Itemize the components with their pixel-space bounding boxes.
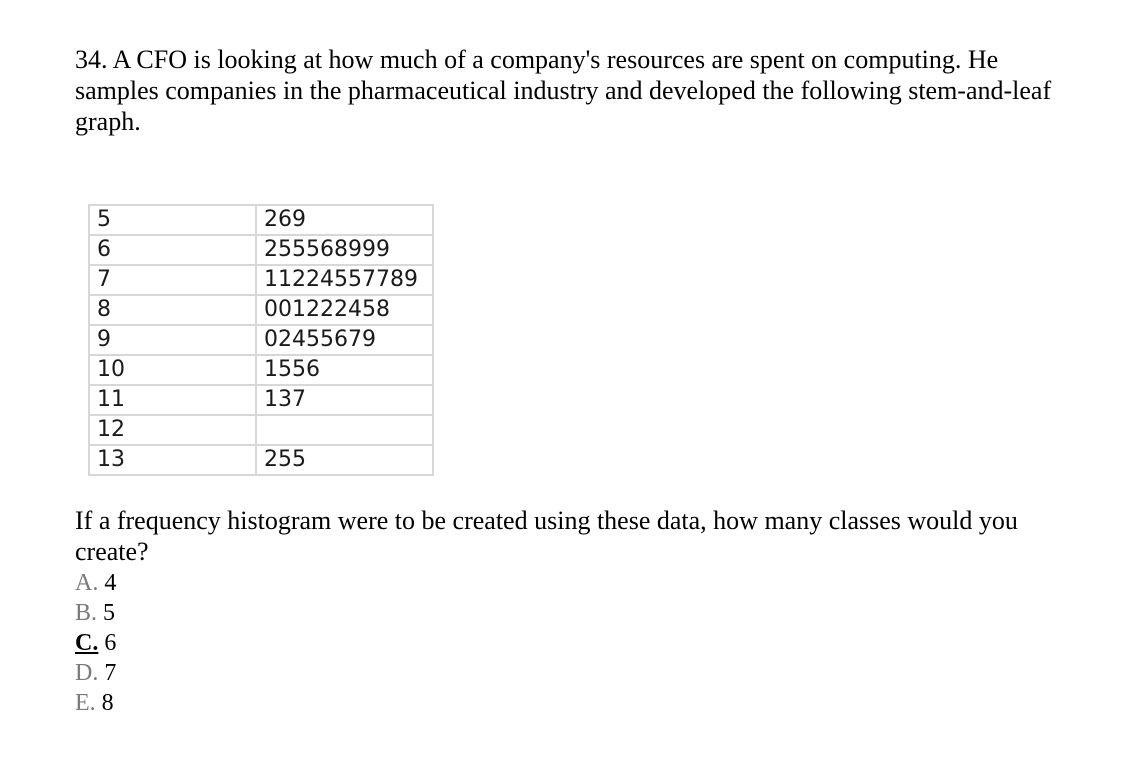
choice-b[interactable]	[75, 598, 116, 628]
choice-e[interactable]	[75, 688, 116, 718]
table-row	[89, 415, 433, 445]
table-row	[89, 385, 433, 415]
stem-and-leaf-table	[88, 204, 434, 476]
stem-cell: 10	[89, 355, 256, 385]
table-row	[89, 205, 433, 235]
choice-a[interactable]	[75, 568, 116, 598]
question-text: 34. A CFO is looking at how much of a company's resources are spent on computing. He samples companies in the pharmaceutical industry and developed the following stem-and-leaf graph.	[75, 45, 1052, 136]
table-row	[89, 265, 433, 295]
leaf-cell: 02455679	[256, 325, 433, 355]
choice-letter: A.	[75, 570, 99, 596]
table-row	[89, 235, 433, 265]
leaf-cell: 269	[256, 205, 433, 235]
table-row	[89, 445, 433, 475]
stem-cell: 6	[89, 235, 256, 265]
choice-letter: D.	[75, 660, 99, 686]
leaf-cell: 255568999	[256, 235, 433, 265]
choice-value: 4	[104, 570, 117, 596]
choice-value: 5	[103, 600, 116, 626]
stem-cell: 5	[89, 205, 256, 235]
choice-value: 7	[104, 660, 117, 686]
stem-cell: 12	[89, 415, 256, 445]
answer-choices	[75, 568, 116, 718]
stem-cell: 8	[89, 295, 256, 325]
table-row	[89, 325, 433, 355]
stem-cell: 7	[89, 265, 256, 295]
stem-cell: 9	[89, 325, 256, 355]
leaf-cell: 1556	[256, 355, 433, 385]
table-row	[89, 355, 433, 385]
choice-value: 6	[104, 630, 117, 656]
stem-cell: 13	[89, 445, 256, 475]
stem-cell: 11	[89, 385, 256, 415]
leaf-cell	[256, 415, 433, 445]
leaf-cell: 137	[256, 385, 433, 415]
leaf-cell: 11224557789	[256, 265, 433, 295]
leaf-cell: 001222458	[256, 295, 433, 325]
leaf-cell: 255	[256, 445, 433, 475]
choice-letter: E.	[75, 690, 96, 716]
choice-letter-correct: C.	[75, 630, 99, 656]
choice-c[interactable]	[75, 628, 116, 658]
table-row	[89, 295, 433, 325]
choice-value: 8	[101, 690, 114, 716]
choice-letter: B.	[75, 600, 98, 626]
choice-d[interactable]	[75, 658, 116, 688]
followup-question: If a frequency histogram were to be created using these data, how many classes would you create?	[75, 506, 1018, 566]
